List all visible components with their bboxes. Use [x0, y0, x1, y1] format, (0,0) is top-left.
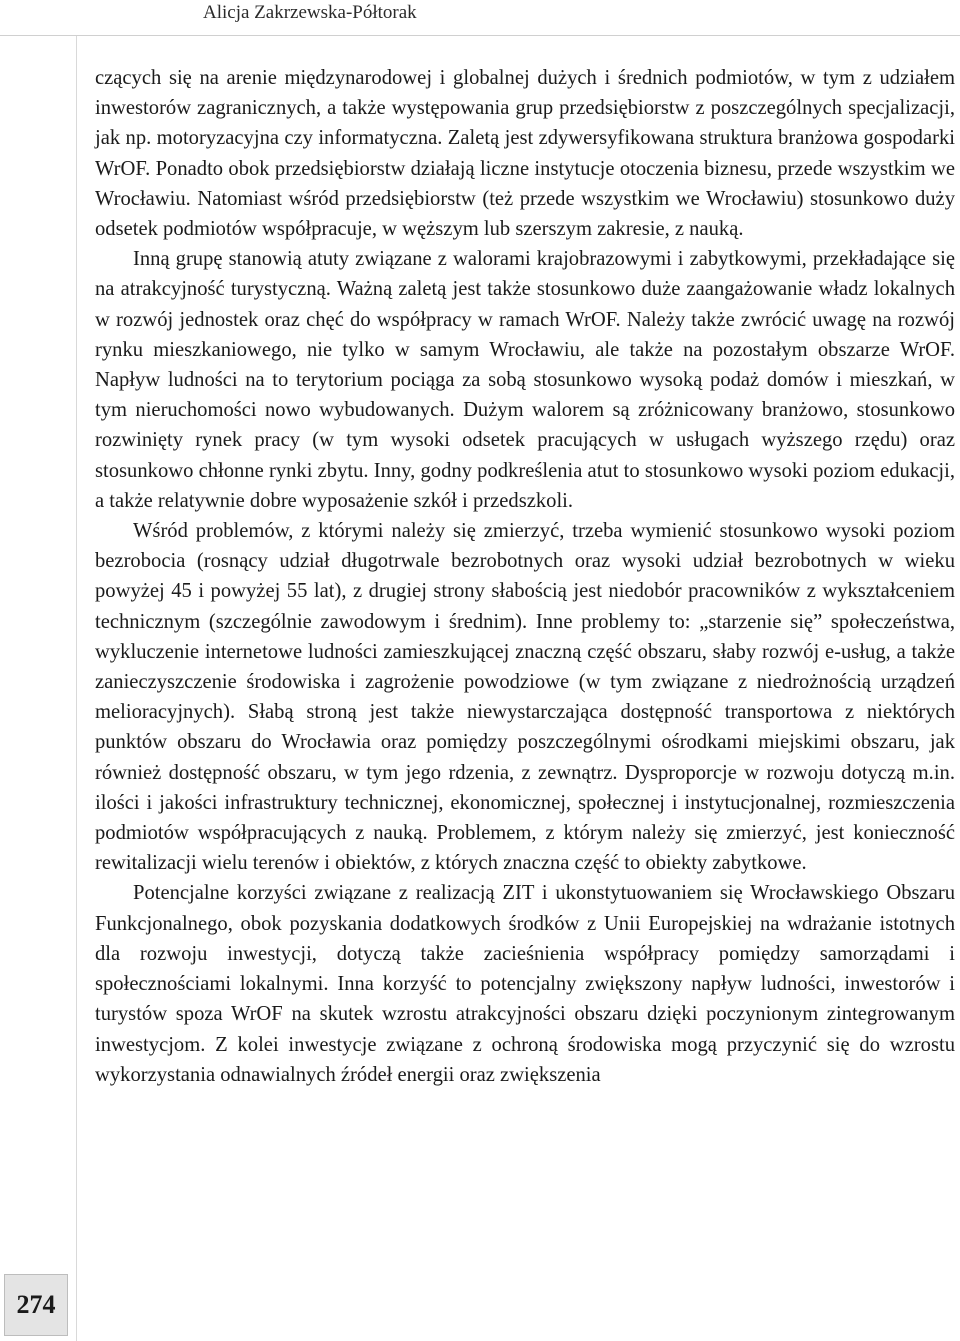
paragraph-attractions: Inną grupę stanowią atuty związane z walorami krajobrazowymi i zabytkowymi, przekładające się na atrakcyjność turystyczną. Ważną zaletą jest także stosunkowo duże zaangażowanie władz lokalnych w rozwój jednostek oraz chęć do współpracy w ramach WrOF. Należy także zwrócić uwagę na rozwój rynku mieszkaniowego, nie tylko w samym Wrocławiu, ale także na pozostałym obszarze WrOF. Napływ ludności na to terytorium pociąga za sobą stosunkowo wysoką podaż domów i mieszkań, w tym nieruchomości nowo wybudowanych. Dużym walorem są zróżnicowany branżowo, stosunkowo rozwinięty rynek pracy (w tym wysoki odsetek pracujących w usługach wyższego rzędu) oraz stosunkowo chłonne rynki zbytu. Inny, godny podkreślenia atut to stosunkowo wysoki poziom edukacji, a także relatywnie dobre wyposażenie szkół i przedszkoli. — [95, 248, 955, 512]
header-rule — [0, 35, 960, 36]
paragraph-continuation: czących się na arenie międzynarodowej i globalnej dużych i średnich podmiotów, w tym z udziałem inwestorów zagranicznych, a także występowania grup przedsiębiorstw z poszczególnych specjalizacji, jak np. motoryzacyjna czy informatyczna. Zaletą jest zdywersyfikowana struktura branżowa gospodarki WrOF. Ponadto obok przedsiębiorstw działają liczne instytucje otoczenia biznesu, przede wszystkim we Wrocławiu. Natomiast wśród przedsiębiorstw (też przede wszystkim we Wrocławiu) stosunkowo duży odsetek podmiotów współpracuje, w węższym lub szerszym zakresie, z nauką. — [95, 67, 955, 241]
paragraph-benefits: Potencjalne korzyści związane z realizacją ZIT i ukonstytuowaniem się Wrocławskiego Obszaru Funkcjonalnego, obok pozyskania dodatkowych środków z Unii Europejskiej na wdrażanie istotnych dla rozwoju inwestycji, dotyczą także zacieśnienia współpracy pomiędzy samorządami i społecznościami lokalnymi. Inna korzyść to potencjalny zwiększony napływ ludności, inwestorów i turystów spoza WrOF na skutek wzrostu atrakcyjności obszaru dzięki poczynionym zintegrowanym inwestycjom. Z kolei inwestycje związane z ochroną środowiska mogą przyczynić się do wzrostu wykorzystania odnawialnych źródeł energii oraz zwiększenia — [95, 882, 955, 1086]
running-header-author: Alicja Zakrzewska-Półtorak — [203, 2, 417, 23]
page-number: 274 — [4, 1274, 68, 1336]
body-text — [95, 63, 955, 1090]
paragraph-problems: Wśród problemów, z którymi należy się zmierzyć, trzeba wymienić stosunkowo wysoki poziom bezrobocia (rosnący udział długotrwale bezrobotnych oraz wysoki udział bezrobotnych w wieku powyżej 45 i powyżej 55 lat), z drugiej strony słabością jest niedobór pracowników z wykształceniem technicznym (szczególnie zawodowym i średnim). Inne problemy to: „starzenie się” społeczeństwa, wykluczenie internetowe ludności zamieszkującej znaczną część obszaru, słaby rozwój e-usług, a także zanieczyszczenie środowiska i zagrożenie powodziowe (w tym związane z niedrożnością urządzeń melioracyjnych). Słabą stroną jest także niewystarczająca dostępność transportowa z niektórych punktów obszaru do Wrocławia oraz pomiędzy poszczególnymi ośrodkami miejskimi obszaru, jak również dostępność obszaru, w tym jego rdzenia, z zewnątrz. Dysproporcje w rozwoju dotyczą m.in. ilości i jakości infrastruktury technicznej, ekonomicznej, społecznej i instytucjonalnej, rozmieszczenia podmiotów współpracujących z nauką. Problemem, z którym należy się zmierzyć, jest konieczność rewitalizacji wielu terenów i obiektów, z których znaczna część to obiekty zabytkowe. — [95, 520, 955, 875]
left-margin-strip — [0, 36, 77, 1341]
